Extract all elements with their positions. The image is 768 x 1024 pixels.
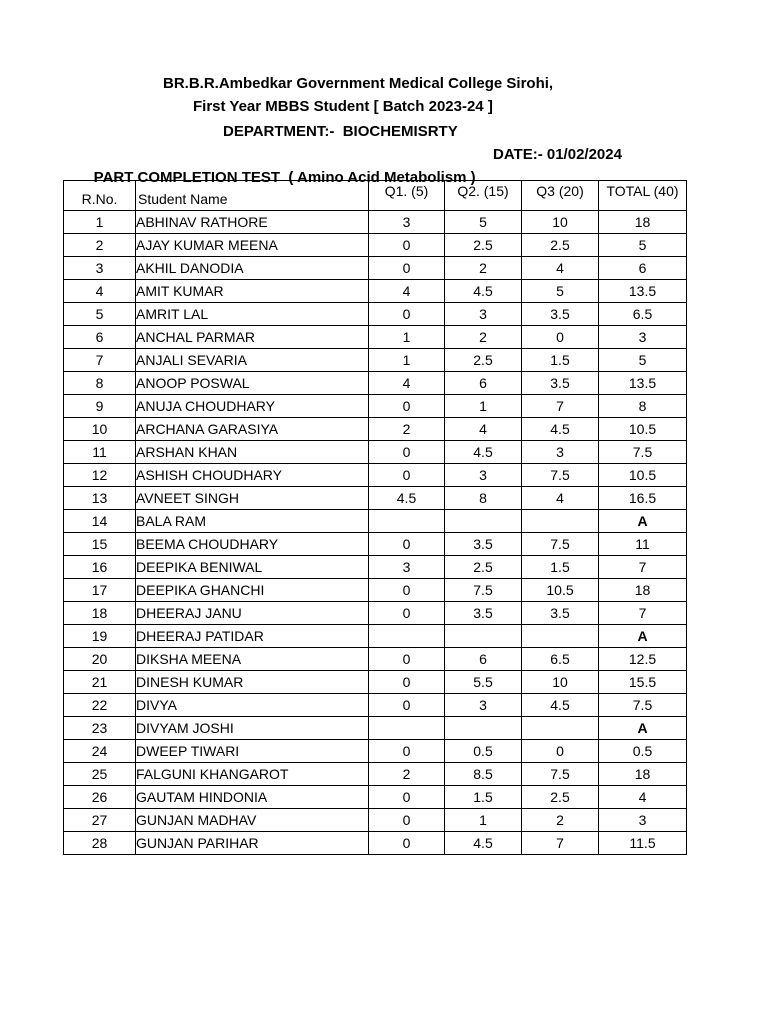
cell-q1: 1 xyxy=(369,326,445,349)
cell-total: 16.5 xyxy=(599,487,687,510)
cell-q1: 0 xyxy=(369,234,445,257)
cell-q3: 7.5 xyxy=(522,464,599,487)
table-row xyxy=(64,464,687,487)
cell-total: 15.5 xyxy=(599,671,687,694)
cell-q3: 6.5 xyxy=(522,648,599,671)
cell-q2: 4.5 xyxy=(445,441,522,464)
cell-student-name: BALA RAM xyxy=(136,510,369,533)
cell-q3: 4 xyxy=(522,487,599,510)
cell-total: 13.5 xyxy=(599,280,687,303)
cell-student-name: DEEPIKA GHANCHI xyxy=(136,579,369,602)
cell-rno: 22 xyxy=(64,694,136,717)
cell-q2: 2.5 xyxy=(445,556,522,579)
cell-q2 xyxy=(445,625,522,648)
cell-rno: 5 xyxy=(64,303,136,326)
cell-q1: 0 xyxy=(369,694,445,717)
table-row xyxy=(64,372,687,395)
header-total: TOTAL (40) xyxy=(599,181,687,211)
cell-q3: 3 xyxy=(522,441,599,464)
cell-rno: 3 xyxy=(64,257,136,280)
cell-q2: 3 xyxy=(445,303,522,326)
cell-q3: 0 xyxy=(522,326,599,349)
table-row xyxy=(64,602,687,625)
cell-q1: 0 xyxy=(369,602,445,625)
cell-rno: 7 xyxy=(64,349,136,372)
cell-total: 11 xyxy=(599,533,687,556)
table-row xyxy=(64,533,687,556)
cell-q1: 2 xyxy=(369,763,445,786)
cell-q1: 4 xyxy=(369,280,445,303)
cell-total: 4 xyxy=(599,786,687,809)
table-row xyxy=(64,648,687,671)
cell-q2 xyxy=(445,717,522,740)
cell-q1: 0 xyxy=(369,579,445,602)
cell-q2: 8 xyxy=(445,487,522,510)
cell-student-name: DIVYAM JOSHI xyxy=(136,717,369,740)
cell-rno: 10 xyxy=(64,418,136,441)
cell-total: 0.5 xyxy=(599,740,687,763)
cell-q2: 1 xyxy=(445,395,522,418)
cell-total: 10.5 xyxy=(599,464,687,487)
table-row xyxy=(64,234,687,257)
cell-total: 7 xyxy=(599,602,687,625)
college-title: BR.B.R.Ambedkar Government Medical College Sirohi, xyxy=(163,75,554,92)
cell-rno: 21 xyxy=(64,671,136,694)
cell-rno: 8 xyxy=(64,372,136,395)
cell-q2: 1.5 xyxy=(445,786,522,809)
cell-q2: 7.5 xyxy=(445,579,522,602)
cell-q2: 3 xyxy=(445,464,522,487)
cell-q2: 1 xyxy=(445,809,522,832)
cell-total: 18 xyxy=(599,763,687,786)
cell-q2: 0.5 xyxy=(445,740,522,763)
cell-student-name: ANUJA CHOUDHARY xyxy=(136,395,369,418)
cell-rno: 15 xyxy=(64,533,136,556)
cell-total: 6 xyxy=(599,257,687,280)
cell-student-name: DEEPIKA BENIWAL xyxy=(136,556,369,579)
cell-q2: 4.5 xyxy=(445,832,522,855)
header-q2: Q2. (15) xyxy=(445,181,522,211)
cell-rno: 16 xyxy=(64,556,136,579)
cell-student-name: FALGUNI KHANGAROT xyxy=(136,763,369,786)
cell-q3 xyxy=(522,717,599,740)
cell-q1: 3 xyxy=(369,556,445,579)
cell-student-name: DHEERAJ PATIDAR xyxy=(136,625,369,648)
cell-q1: 0 xyxy=(369,395,445,418)
cell-rno: 24 xyxy=(64,740,136,763)
cell-total: 7.5 xyxy=(599,694,687,717)
table-row xyxy=(64,280,687,303)
cell-total: 13.5 xyxy=(599,372,687,395)
cell-q2: 5 xyxy=(445,211,522,234)
cell-student-name: DINESH KUMAR xyxy=(136,671,369,694)
cell-student-name: ANJALI SEVARIA xyxy=(136,349,369,372)
cell-q1: 0 xyxy=(369,464,445,487)
table-row xyxy=(64,510,687,533)
cell-q2: 3.5 xyxy=(445,533,522,556)
table-row xyxy=(64,740,687,763)
cell-total: 12.5 xyxy=(599,648,687,671)
batch-line: First Year MBBS Student [ Batch 2023-24 ] xyxy=(193,98,493,115)
table-row xyxy=(64,694,687,717)
cell-rno: 23 xyxy=(64,717,136,740)
cell-student-name: DWEEP TIWARI xyxy=(136,740,369,763)
cell-q1: 0 xyxy=(369,671,445,694)
header-rno: R.No. xyxy=(64,181,136,211)
table-row xyxy=(64,326,687,349)
header-row xyxy=(64,181,687,211)
cell-rno: 9 xyxy=(64,395,136,418)
cell-rno: 25 xyxy=(64,763,136,786)
cell-total: 10.5 xyxy=(599,418,687,441)
cell-student-name: BEEMA CHOUDHARY xyxy=(136,533,369,556)
header-student-name: Student Name xyxy=(136,181,369,211)
table-row xyxy=(64,625,687,648)
cell-student-name: GUNJAN PARIHAR xyxy=(136,832,369,855)
cell-q1 xyxy=(369,717,445,740)
marks-table-body xyxy=(64,211,687,855)
cell-q1: 4 xyxy=(369,372,445,395)
table-row xyxy=(64,395,687,418)
cell-q3: 4.5 xyxy=(522,418,599,441)
test-date: DATE:- 01/02/2024 xyxy=(493,146,622,163)
cell-rno: 20 xyxy=(64,648,136,671)
cell-q3: 2.5 xyxy=(522,786,599,809)
cell-total: 8 xyxy=(599,395,687,418)
cell-student-name: DIVYA xyxy=(136,694,369,717)
cell-q2: 2 xyxy=(445,257,522,280)
cell-q3: 3.5 xyxy=(522,372,599,395)
marks-table xyxy=(63,180,687,855)
cell-q1: 0 xyxy=(369,648,445,671)
cell-rno: 18 xyxy=(64,602,136,625)
cell-student-name: ARSHAN KHAN xyxy=(136,441,369,464)
cell-student-name: ANCHAL PARMAR xyxy=(136,326,369,349)
cell-q1: 0 xyxy=(369,832,445,855)
cell-q3: 2.5 xyxy=(522,234,599,257)
cell-q3 xyxy=(522,625,599,648)
cell-q3 xyxy=(522,510,599,533)
cell-q3: 2 xyxy=(522,809,599,832)
cell-q3: 4 xyxy=(522,257,599,280)
cell-student-name: DHEERAJ JANU xyxy=(136,602,369,625)
cell-q1 xyxy=(369,625,445,648)
cell-q2 xyxy=(445,510,522,533)
cell-student-name: GUNJAN MADHAV xyxy=(136,809,369,832)
cell-q1: 0 xyxy=(369,740,445,763)
cell-q1: 2 xyxy=(369,418,445,441)
cell-q3: 1.5 xyxy=(522,556,599,579)
cell-q2: 8.5 xyxy=(445,763,522,786)
cell-total: 6.5 xyxy=(599,303,687,326)
cell-student-name: ASHISH CHOUDHARY xyxy=(136,464,369,487)
cell-rno: 28 xyxy=(64,832,136,855)
cell-q1: 1 xyxy=(369,349,445,372)
table-row xyxy=(64,257,687,280)
cell-q1: 0 xyxy=(369,809,445,832)
cell-rno: 11 xyxy=(64,441,136,464)
cell-q1 xyxy=(369,510,445,533)
cell-q2: 4 xyxy=(445,418,522,441)
cell-rno: 12 xyxy=(64,464,136,487)
cell-student-name: AMIT KUMAR xyxy=(136,280,369,303)
cell-q3: 7.5 xyxy=(522,763,599,786)
cell-rno: 14 xyxy=(64,510,136,533)
cell-rno: 2 xyxy=(64,234,136,257)
table-row xyxy=(64,763,687,786)
cell-total: 18 xyxy=(599,211,687,234)
cell-q3: 10.5 xyxy=(522,579,599,602)
cell-student-name: AMRIT LAL xyxy=(136,303,369,326)
cell-q2: 3.5 xyxy=(445,602,522,625)
cell-rno: 19 xyxy=(64,625,136,648)
cell-q3: 10 xyxy=(522,671,599,694)
cell-student-name: DIKSHA MEENA xyxy=(136,648,369,671)
test-title: PART COMPLETION TEST ( Amino Acid Metabolism ) xyxy=(93,169,476,186)
cell-q1: 4.5 xyxy=(369,487,445,510)
cell-q3: 0 xyxy=(522,740,599,763)
cell-student-name: AKHIL DANODIA xyxy=(136,257,369,280)
cell-q3: 7 xyxy=(522,832,599,855)
table-row xyxy=(64,671,687,694)
cell-total: 5 xyxy=(599,349,687,372)
cell-total: A xyxy=(599,717,687,740)
cell-q3: 7 xyxy=(522,395,599,418)
table-row xyxy=(64,303,687,326)
department-line: DEPARTMENT:- BIOCHEMISRTY xyxy=(223,123,458,140)
table-row xyxy=(64,579,687,602)
header-q1: Q1. (5) xyxy=(369,181,445,211)
cell-q2: 5.5 xyxy=(445,671,522,694)
table-row xyxy=(64,418,687,441)
cell-total: A xyxy=(599,625,687,648)
cell-q3: 1.5 xyxy=(522,349,599,372)
cell-q3: 7.5 xyxy=(522,533,599,556)
cell-student-name: ARCHANA GARASIYA xyxy=(136,418,369,441)
cell-total: 7 xyxy=(599,556,687,579)
cell-total: 11.5 xyxy=(599,832,687,855)
cell-total: 18 xyxy=(599,579,687,602)
cell-total: A xyxy=(599,510,687,533)
cell-q1: 0 xyxy=(369,303,445,326)
cell-student-name: GAUTAM HINDONIA xyxy=(136,786,369,809)
table-row xyxy=(64,487,687,510)
table-row xyxy=(64,211,687,234)
table-row xyxy=(64,717,687,740)
cell-rno: 1 xyxy=(64,211,136,234)
cell-q3: 3.5 xyxy=(522,303,599,326)
cell-q2: 6 xyxy=(445,372,522,395)
cell-q3: 4.5 xyxy=(522,694,599,717)
cell-q2: 4.5 xyxy=(445,280,522,303)
cell-student-name: AVNEET SINGH xyxy=(136,487,369,510)
cell-student-name: ANOOP POSWAL xyxy=(136,372,369,395)
cell-q1: 0 xyxy=(369,257,445,280)
cell-rno: 13 xyxy=(64,487,136,510)
cell-rno: 6 xyxy=(64,326,136,349)
table-row xyxy=(64,809,687,832)
cell-q2: 3 xyxy=(445,694,522,717)
cell-rno: 27 xyxy=(64,809,136,832)
cell-student-name: ABHINAV RATHORE xyxy=(136,211,369,234)
table-row xyxy=(64,556,687,579)
table-row xyxy=(64,349,687,372)
cell-total: 5 xyxy=(599,234,687,257)
header-q3: Q3 (20) xyxy=(522,181,599,211)
cell-q1: 3 xyxy=(369,211,445,234)
cell-q3: 5 xyxy=(522,280,599,303)
cell-total: 7.5 xyxy=(599,441,687,464)
cell-q2: 2 xyxy=(445,326,522,349)
table-row xyxy=(64,786,687,809)
cell-total: 3 xyxy=(599,326,687,349)
cell-q2: 6 xyxy=(445,648,522,671)
table-row xyxy=(64,832,687,855)
cell-student-name: AJAY KUMAR MEENA xyxy=(136,234,369,257)
cell-total: 3 xyxy=(599,809,687,832)
cell-q2: 2.5 xyxy=(445,234,522,257)
cell-q2: 2.5 xyxy=(445,349,522,372)
table-row xyxy=(64,441,687,464)
marks-table-header xyxy=(64,181,687,211)
cell-rno: 17 xyxy=(64,579,136,602)
cell-q3: 3.5 xyxy=(522,602,599,625)
cell-q1: 0 xyxy=(369,533,445,556)
cell-rno: 26 xyxy=(64,786,136,809)
cell-q3: 10 xyxy=(522,211,599,234)
cell-rno: 4 xyxy=(64,280,136,303)
cell-q1: 0 xyxy=(369,441,445,464)
cell-q1: 0 xyxy=(369,786,445,809)
